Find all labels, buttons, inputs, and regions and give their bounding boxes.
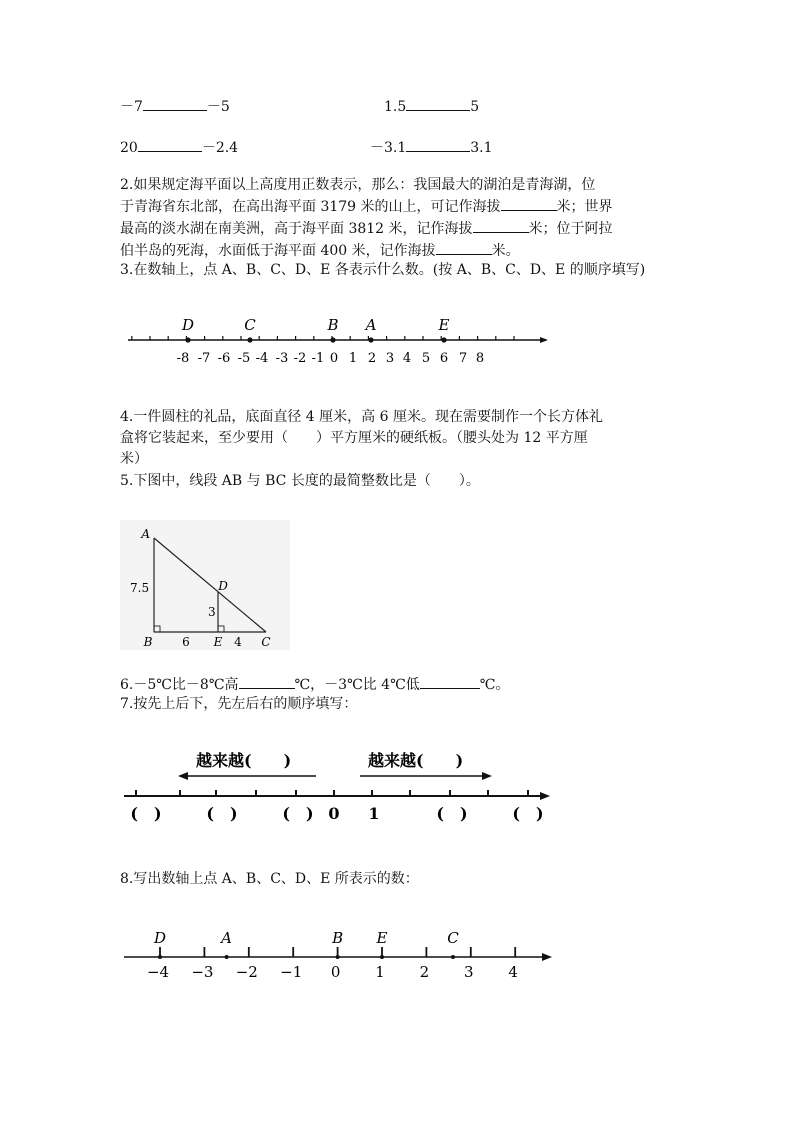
q4-line-2: 盒将它装起来，至少要用（ ）平方厘米的硬纸板。（腰头处为 12 平方厘 xyxy=(120,430,588,446)
q8-point-label: A xyxy=(221,929,233,947)
right-arrow-label: 越来越( ) xyxy=(368,751,464,770)
question-4 xyxy=(120,407,680,470)
compare-2-blank[interactable] xyxy=(406,96,470,111)
q7-label: ( ) xyxy=(282,804,314,823)
q3-tick-label: 3 xyxy=(385,351,395,366)
q2-line-2-text: 于青海省东北部，在高出海平面 3179 米的山上，可记作海拔 xyxy=(120,199,501,215)
q3-point-dot xyxy=(247,337,252,342)
q7-label: 0 xyxy=(328,804,340,823)
q4-line-1: 4.一件圆柱的礼品，底面直径 4 厘米，高 6 厘米。现在需要制作一个长方体礼 xyxy=(120,409,603,425)
q8-point-label: D xyxy=(153,929,167,947)
q2-line-4-text: 伯半岛的死海，水面低于海平面 400 米，记作海拔 xyxy=(120,243,436,259)
q7-label: ( ) xyxy=(130,804,162,823)
q3-tick-label: 8 xyxy=(475,351,485,366)
label-D: D xyxy=(218,579,228,593)
q3-point-dot xyxy=(441,337,446,342)
q2-line-3-text: 最高的淡水湖在南美洲，高于海平面 3812 米，记作海拔 xyxy=(120,221,473,237)
compare-3-blank[interactable] xyxy=(138,137,202,152)
compare-1-left: －7 xyxy=(120,99,143,115)
q7-label: ( ) xyxy=(206,804,238,823)
q3-tick-label: 2 xyxy=(367,351,377,366)
compare-1-right: －5 xyxy=(206,99,230,115)
q2-blank-1[interactable] xyxy=(501,196,557,211)
compare-4-blank[interactable] xyxy=(406,137,470,152)
q6-blank-1[interactable] xyxy=(239,674,295,689)
q3-points xyxy=(181,316,450,343)
q8-tick-label: 4 xyxy=(508,963,518,981)
q3-tick-label: 5 xyxy=(421,351,431,366)
q4-line-3: 米） xyxy=(120,451,148,467)
compare-4 xyxy=(370,137,493,158)
q3-point-label: C xyxy=(244,316,256,334)
q8-point-dot xyxy=(336,955,340,959)
q8-point-dot xyxy=(451,955,455,959)
q8-tick-label: −4 xyxy=(146,963,170,981)
q7-label: ( ) xyxy=(512,804,544,823)
compare-2-left: 1.5 xyxy=(384,99,407,115)
q8-tick-label: −1 xyxy=(280,963,303,981)
label-de-length: 3 xyxy=(208,605,216,619)
q3-tick-label: 1 xyxy=(348,351,358,366)
label-A: A xyxy=(141,527,150,541)
q3-tick-labels xyxy=(177,351,484,366)
q8-points xyxy=(153,929,459,959)
q2-line-4 xyxy=(120,240,680,262)
q3-point-label: B xyxy=(327,316,339,334)
q6-part-a: 6.－5℃比－8℃高 xyxy=(120,677,239,693)
number-line-q8 xyxy=(120,925,560,990)
q3-tick-label: -4 xyxy=(255,351,269,366)
q3-point-dot xyxy=(330,337,335,342)
compare-1-blank[interactable] xyxy=(143,96,207,111)
q3-tick-label: -3 xyxy=(275,351,289,366)
q3-point-label: E xyxy=(438,316,450,334)
q8-point-label: C xyxy=(447,929,459,947)
q3-point-dot xyxy=(185,337,190,342)
q8-tick-label: −2 xyxy=(235,963,258,981)
q7-label: ( ) xyxy=(436,804,468,823)
q8-tick-label: −3 xyxy=(191,963,214,981)
q3-point-label: D xyxy=(181,316,195,334)
q3-tick-label: -6 xyxy=(217,351,231,366)
q8-tick-label: 0 xyxy=(330,963,341,981)
left-arrow-label: 越来越( ) xyxy=(196,751,292,770)
q8-point-label: B xyxy=(332,929,344,947)
compare-2 xyxy=(384,96,479,117)
question-8-text: 8.写出数轴上点 A、B、C、D、E 所表示的数： xyxy=(120,871,419,887)
compare-2-right: 5 xyxy=(470,99,480,115)
q8-tick-label: 3 xyxy=(464,963,474,981)
label-C: C xyxy=(261,635,271,649)
q2-blank-2[interactable] xyxy=(473,218,529,233)
compare-3 xyxy=(120,137,238,158)
q3-point-label: A xyxy=(365,316,377,334)
q3-tick-label: -2 xyxy=(293,351,307,366)
q8-point-dot xyxy=(380,955,384,959)
q8-point-dot xyxy=(158,955,162,959)
q8-tick-label: 1 xyxy=(375,963,385,981)
q7-label: 1 xyxy=(368,804,380,823)
q3-tick-label: 4 xyxy=(402,351,412,366)
compare-1 xyxy=(120,96,230,117)
q3-tick-label: -8 xyxy=(176,351,190,366)
label-ec-length: 4 xyxy=(234,635,242,649)
q6-part-b: ℃，－3℃比 4℃低 xyxy=(294,677,420,693)
q2-line-4-tail: 米。 xyxy=(491,243,520,259)
question-6 xyxy=(120,674,509,695)
question-7-text: 7.按先上后下，先左后右的顺序填写： xyxy=(120,696,358,712)
question-2 xyxy=(120,175,680,262)
triangle-figure xyxy=(120,520,290,650)
q3-tick-label: -7 xyxy=(197,351,211,366)
compare-4-left: －3.1 xyxy=(370,140,407,156)
question-3-text: 3.在数轴上，点 A、B、C、D、E 各表示什么数。(按 A、B、C、D、E 的顺序填写) xyxy=(120,262,646,278)
q3-tick-label: -1 xyxy=(311,351,325,366)
q8-point-label: E xyxy=(376,929,388,947)
q8-tick-label: 2 xyxy=(419,963,430,981)
q2-blank-3[interactable] xyxy=(436,240,492,255)
q3-tick-label: 0 xyxy=(329,351,339,366)
q2-line-3 xyxy=(120,218,680,240)
number-line-q7 xyxy=(120,744,560,834)
q2-line-2-tail: 米；世界 xyxy=(556,199,613,215)
compare-4-right: 3.1 xyxy=(470,140,493,156)
q8-tick-labels xyxy=(147,963,518,981)
label-B: B xyxy=(143,635,153,649)
label-E: E xyxy=(213,635,223,649)
compare-3-right: －2.4 xyxy=(201,140,239,156)
label-be-length: 6 xyxy=(182,635,190,649)
q2-line-2 xyxy=(120,196,680,218)
compare-3-left: 20 xyxy=(120,140,138,156)
q7-labels xyxy=(130,804,543,823)
q3-tick-label: -5 xyxy=(237,351,251,366)
q8-point-dot xyxy=(225,955,229,959)
number-line-q3 xyxy=(120,310,560,370)
q2-line-1: 2.如果规定海平面以上高度用正数表示，那么：我国最大的湖泊是青海湖，位 xyxy=(120,177,596,193)
label-ab-length: 7.5 xyxy=(130,581,150,595)
question-5-text: 5.下图中，线段 AB 与 BC 长度的最简整数比是（ ）。 xyxy=(120,473,480,489)
q3-tick-label: 6 xyxy=(439,351,449,366)
q6-part-c: ℃。 xyxy=(479,677,510,693)
q3-point-dot xyxy=(368,337,373,342)
q2-line-3-tail: 米；位于阿拉 xyxy=(528,221,613,237)
q6-blank-2[interactable] xyxy=(420,674,480,689)
q3-tick-label: 7 xyxy=(458,351,468,366)
